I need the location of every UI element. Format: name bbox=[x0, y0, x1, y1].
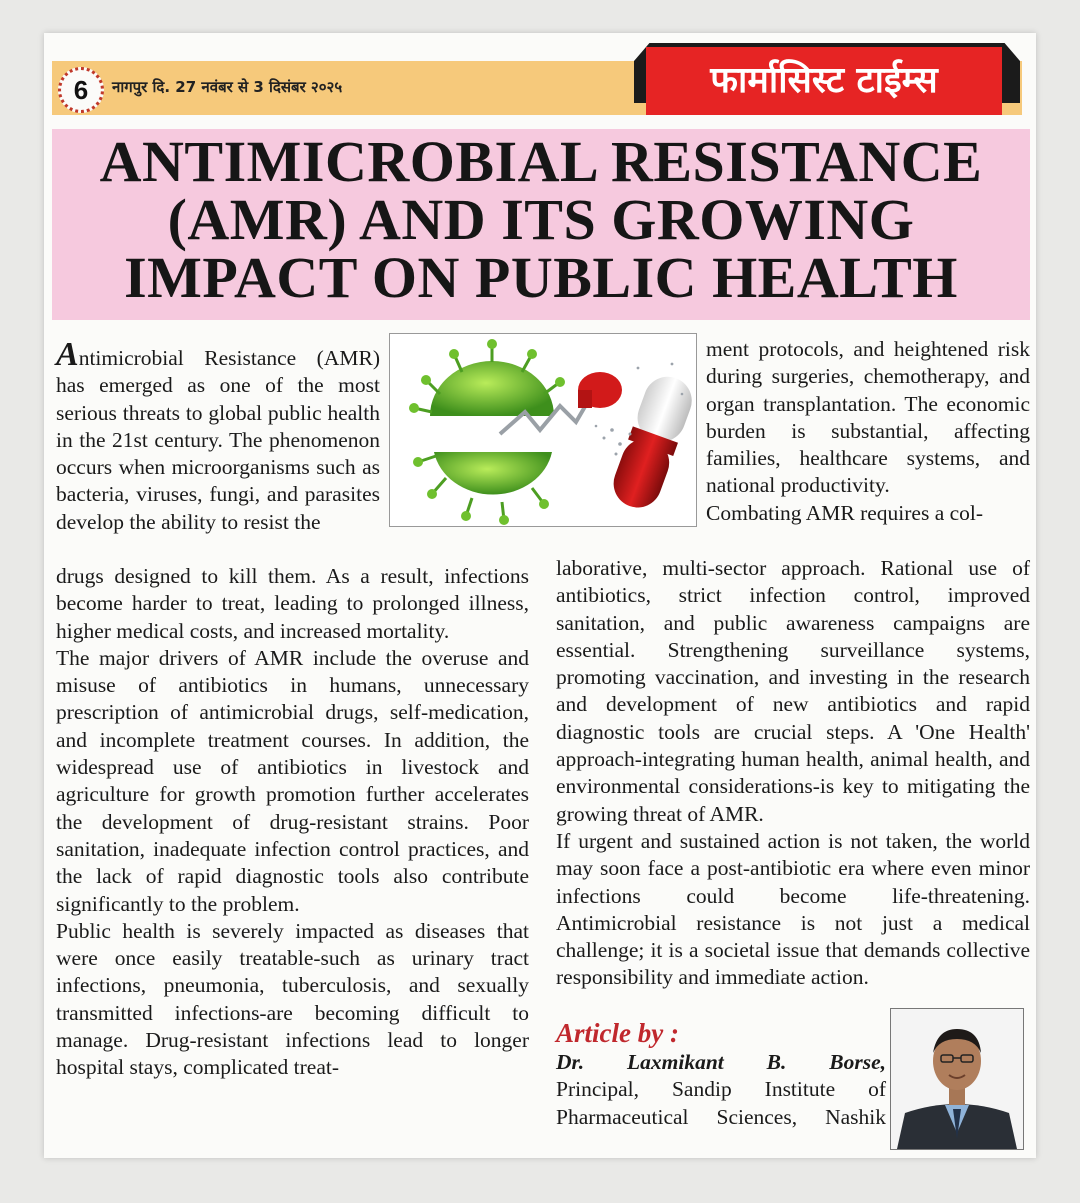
article-para-1-end: drugs designed to kill them. As a result, infections become harder to treat, leading to prolonged illness, higher medical costs, and increased mortality. bbox=[56, 564, 529, 643]
article-col2-top bbox=[706, 336, 1030, 527]
page-number-badge: 6 bbox=[58, 67, 104, 113]
date-line: नागपुर दि. 27 नवंबर से 3 दिसंबर २०२५ bbox=[112, 78, 343, 96]
author-last-name: Borse, bbox=[829, 1050, 886, 1074]
byline bbox=[556, 1049, 886, 1131]
article-intro-text: ntimicrobial Resistance (AMR) has emerged as one of the most serious threats to global public health in the 21st century. The phenomenon occurs when microorganisms such as bacteria, viruses, fungi, and parasites develop the ability to resist the bbox=[56, 346, 380, 534]
headline bbox=[52, 129, 1030, 310]
amr-illustration bbox=[389, 333, 697, 527]
author-title: Dr. bbox=[556, 1050, 585, 1074]
article-para-5: If urgent and sustained action is not taken, the world may soon face a post-antibiotic era where even minor infections could become life-threatening. Antimicrobial resistance is not just a medical challenge; it is a societal issue that demands collective responsibility and immediate action. bbox=[556, 828, 1030, 990]
newspaper-page bbox=[44, 33, 1036, 1158]
virus-capsule-icon bbox=[390, 334, 696, 526]
article-col2-lower bbox=[556, 555, 1030, 992]
article-para-4-start: Combating AMR requires a col- bbox=[706, 500, 984, 525]
drop-cap: A bbox=[56, 336, 79, 373]
article-para-4: laborative, multi-sector approach. Rational use of antibiotics, strict infection control, improved sanitation, and public awareness campaigns are essential. Strengthening surveillance systems, promoting vaccination, and investing in the research and development of new antibiotics and rapid diagnostic tools are crucial steps. A 'One Health' approach-integrating human health, animal health, and environmental considerations-is key to mitigating the growing threat of AMR. bbox=[556, 556, 1030, 826]
article-para-3-end: ment protocols, and heightened risk during surgeries, chemotherapy, and organ transplantation. The economic burden is substantial, affecting families, healthcare systems, and national productivity. bbox=[706, 337, 1030, 498]
headline-line-3: IMPACT ON PUBLIC HEALTH bbox=[124, 245, 958, 310]
headline-box bbox=[52, 129, 1030, 320]
author-portrait-icon bbox=[891, 1009, 1023, 1149]
author-photo bbox=[890, 1008, 1024, 1150]
masthead-logo: फार्मासिस्ट टाईम्स bbox=[646, 47, 1002, 115]
author-first-name: Laxmikant bbox=[626, 1050, 724, 1074]
headline-line-1: ANTIMICROBIAL RESISTANCE bbox=[99, 129, 983, 194]
byline-heading: Article by : bbox=[556, 1018, 679, 1048]
article-para-3: Public health is severely impacted as diseases that were once easily treatable-such as urinary tract infections, pneumonia, tuberculosis, and sexually transmitted infections-are becoming difficult to manage. Drug-resistant infections lead to longer hospital stays, complicated treat- bbox=[56, 918, 529, 1080]
author-middle-initial: B. bbox=[766, 1050, 787, 1074]
article-col1-lower bbox=[56, 563, 529, 1082]
article-para-2: The major drivers of AMR include the overuse and misuse of antibiotics in humans, unnecessary prescription of antimicrobial drugs, self-medication, and incomplete treatment courses. In addition, the widespread use of antibiotics in livestock and agriculture for growth promotion further accelerates the development of drug-resistant strains. Poor sanitation, inadequate infection control practices, and the lack of rapid diagnostic tools also contribute significantly to the problem. bbox=[56, 645, 529, 916]
article-col1-top bbox=[56, 336, 380, 536]
author-institution: Principal, Sandip Institute of Pharmaceutical Sciences, Nashik bbox=[556, 1077, 886, 1129]
headline-line-2: (AMR) AND ITS GROWING bbox=[167, 187, 915, 252]
author-name bbox=[556, 1049, 886, 1076]
